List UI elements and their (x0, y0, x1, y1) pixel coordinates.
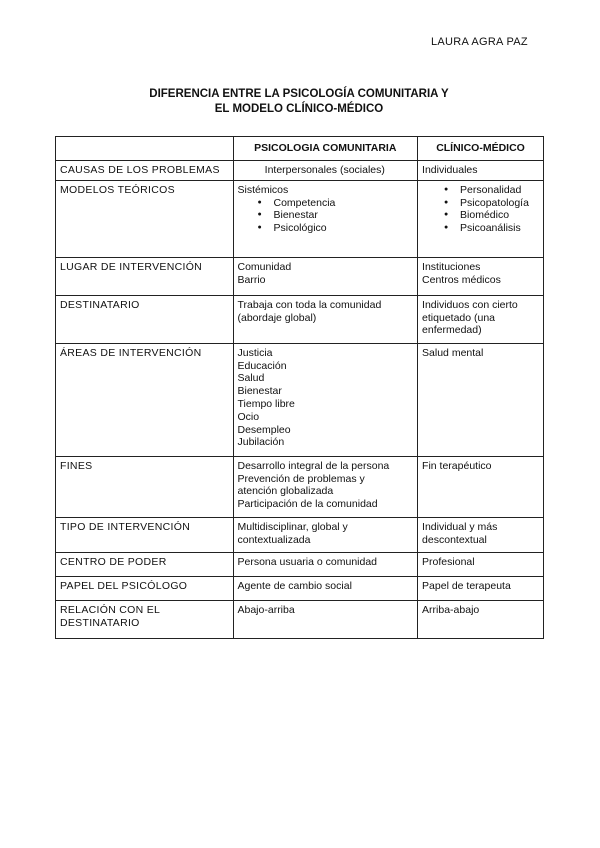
table-row (56, 600, 544, 638)
table-row (56, 552, 544, 576)
cell-line: Salud mental (422, 346, 484, 359)
cell-line: Desempleo (237, 423, 291, 436)
cell-line: Instituciones (422, 260, 481, 273)
cell-clinico (418, 552, 544, 576)
cell-line: Centros médicos (422, 273, 501, 286)
list-item: ● Bienestar (238, 209, 413, 222)
cell-line: Abajo-arriba (237, 603, 295, 616)
row-label: PAPEL DEL PSICÓLOGO (56, 576, 234, 600)
cell-comunitaria (233, 257, 418, 295)
cell-line: Prevención de problemas y (237, 472, 365, 485)
cell-comunitaria (233, 517, 418, 552)
list-item: ● Psicoanálisis (422, 222, 538, 235)
header-comunitaria: PSICOLOGIA COMUNITARIA (233, 137, 418, 161)
cell-line: Desarrollo integral de la persona (237, 459, 390, 472)
list-item: ● Psicopatología (422, 197, 538, 210)
cell-comunitaria (233, 456, 418, 517)
cell-line: Trabaja con toda la comunidad (237, 298, 382, 311)
cell-line: Agente de cambio social (237, 579, 352, 592)
cell-line: descontextual (422, 533, 487, 546)
cell-line: Educación (237, 359, 287, 372)
cell-line: (abordaje global) (237, 311, 317, 324)
title-line-1: DIFERENCIA ENTRE LA PSICOLOGÍA COMUNITARIA Y (149, 88, 449, 100)
cell-line: Sistémicos (237, 183, 289, 196)
cell-clinico (418, 576, 544, 600)
row-label: DESTINATARIO (56, 295, 234, 343)
cell-comunitaria (233, 576, 418, 600)
cell-line: Persona usuaria o comunidad (237, 555, 378, 568)
cell-line: contextualizada (237, 533, 311, 546)
cell-line: Jubilación (237, 436, 285, 449)
cell-clinico (418, 600, 544, 638)
cell-line: Bienestar (237, 385, 282, 398)
cell-line: Individuos con cierto (422, 298, 518, 311)
row-label: CENTRO DE PODER (56, 552, 234, 576)
comparison-table (55, 136, 544, 639)
table-row (56, 295, 544, 343)
list-item: ● Personalidad (422, 184, 538, 197)
cell-line: Papel de terapeuta (422, 579, 511, 592)
cell-line: etiquetado (una (422, 311, 496, 324)
list-item: ● Biomédico (422, 209, 538, 222)
table-row (56, 180, 544, 257)
row-label: FINES (56, 456, 234, 517)
table-row (56, 257, 544, 295)
cell-line: Fin terapéutico (422, 459, 492, 472)
cell-line: Ocio (237, 410, 260, 423)
cell-line: Individual y más (422, 520, 498, 533)
table-row (56, 576, 544, 600)
cell-clinico (418, 180, 544, 257)
cell-clinico (418, 257, 544, 295)
cell-line: Barrio (237, 273, 266, 286)
cell-clinico (418, 517, 544, 552)
cell-line: Individuales (422, 164, 478, 176)
cell-comunitaria (233, 600, 418, 638)
author-name: LAURA AGRA PAZ (431, 36, 528, 48)
list-item: ● Psicológico (238, 222, 413, 235)
cell-line: Profesional (422, 555, 475, 568)
table-row (56, 517, 544, 552)
cell-clinico (418, 161, 544, 181)
cell-comunitaria (233, 552, 418, 576)
row-label-line: DESTINATARIO (60, 616, 140, 629)
cell-comunitaria (233, 180, 418, 257)
cell-line: Salud (237, 372, 265, 385)
row-label: MODELOS TEÓRICOS (56, 180, 234, 257)
cell-clinico (418, 295, 544, 343)
bullet-list (238, 197, 413, 235)
list-item: ● Competencia (238, 197, 413, 210)
table-row (56, 343, 544, 456)
row-label: ÁREAS DE INTERVENCIÓN (56, 343, 234, 456)
row-label (56, 600, 234, 638)
header-empty-cell (56, 137, 234, 161)
title-line-2: EL MODELO CLÍNICO-MÉDICO (214, 103, 384, 115)
cell-line: Participación de la comunidad (237, 498, 378, 511)
cell-line: Interpersonales (sociales) (264, 164, 385, 176)
row-label: TIPO DE INTERVENCIÓN (56, 517, 234, 552)
table-row (56, 161, 544, 181)
cell-line: atención globalizada (237, 485, 334, 498)
cell-line: Multidisciplinar, global y (237, 520, 348, 533)
cell-line: enfermedad) (422, 324, 482, 337)
cell-comunitaria (233, 295, 418, 343)
row-label: CAUSAS DE LOS PROBLEMAS (56, 161, 234, 181)
document-title (60, 87, 538, 117)
cell-comunitaria (233, 343, 418, 456)
table-header-row (56, 137, 544, 161)
cell-line: Justicia (237, 346, 273, 359)
row-label-line: RELACIÓN CON EL (60, 603, 161, 616)
cell-line: Comunidad (237, 260, 292, 273)
header-clinico: CLÍNICO-MÉDICO (418, 137, 544, 161)
cell-clinico (418, 343, 544, 456)
cell-clinico (418, 456, 544, 517)
table-row (56, 456, 544, 517)
cell-line: Tiempo libre (237, 397, 295, 410)
bullet-list (422, 184, 538, 235)
cell-comunitaria (233, 161, 418, 181)
cell-line: Arriba-abajo (422, 603, 480, 616)
row-label: LUGAR DE INTERVENCIÓN (56, 257, 234, 295)
